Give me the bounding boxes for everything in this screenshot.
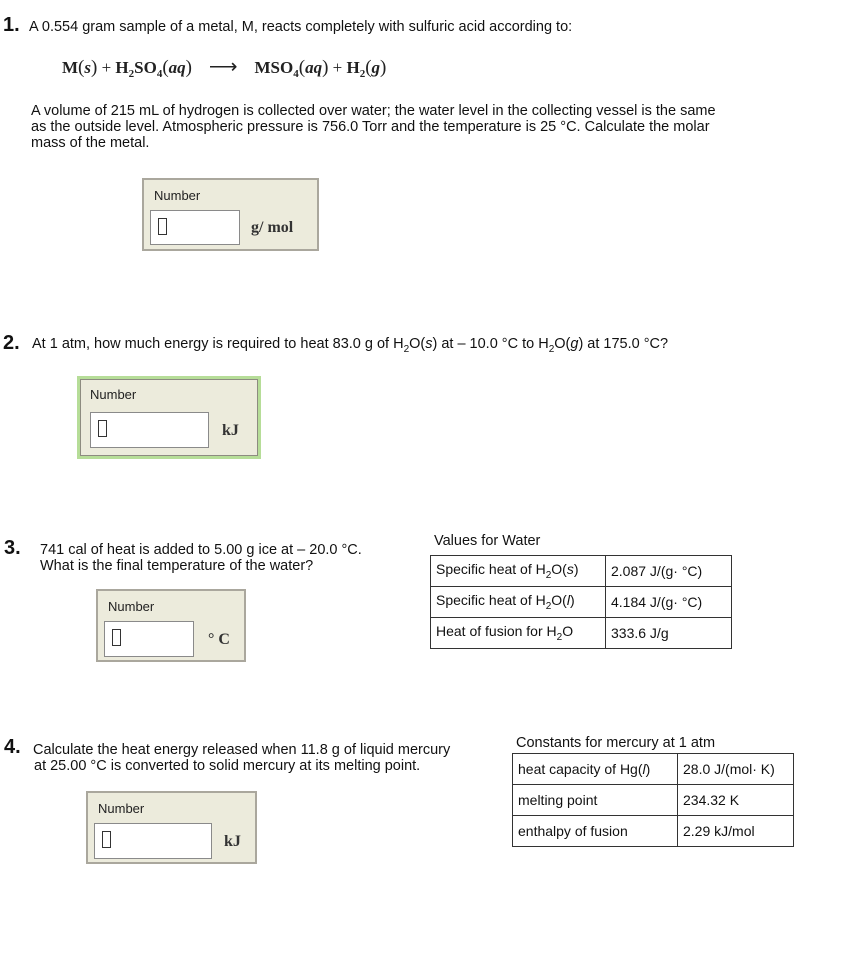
chemical-equation: $M(s) + H_2SO_4(aq)$ ⟶ $MSO_4(aq) + H_2(g)$ xyxy=(62,56,387,80)
reaction-arrow: ⟶ xyxy=(208,56,238,78)
table-cell-value: 2.087 J/(g· °C) xyxy=(606,556,732,587)
table-cell-label: heat capacity of Hg(l) xyxy=(513,754,678,785)
table-cell-label: enthalpy of fusion xyxy=(513,816,678,847)
q1-unit: g/ mol xyxy=(251,219,294,236)
table-row xyxy=(431,556,732,587)
table-cell-value: 4.184 J/(g· °C) xyxy=(606,587,732,618)
water-table-caption: Values for Water xyxy=(434,533,541,549)
question-2-number: 2. xyxy=(3,332,20,354)
q2-unit: kJ xyxy=(222,422,239,439)
text-cursor-icon xyxy=(102,831,111,848)
water-values-table xyxy=(430,555,732,649)
text-cursor-icon xyxy=(158,218,167,235)
q1-answer-box xyxy=(142,178,319,251)
table-cell-value: 2.29 kJ/mol xyxy=(678,816,794,847)
q3-answer-box xyxy=(96,589,246,662)
q3-number-label: Number xyxy=(108,599,155,614)
q1-answer-input[interactable] xyxy=(150,210,240,245)
q3-answer-input[interactable] xyxy=(104,621,194,657)
table-cell-label: Specific heat of $H_2O(s)$ xyxy=(431,556,606,587)
table-cell-label: Specific heat of $H_2O(l)$ xyxy=(431,587,606,618)
question-3-text: 741 cal of heat is added to 5.00 g ice at – 20.0 °C. What is the final temperature of the water? xyxy=(40,542,362,574)
table-cell-value: 234.32 K xyxy=(678,785,794,816)
table-row xyxy=(431,587,732,618)
q2-answer-box xyxy=(77,376,261,459)
q3-unit: ° C xyxy=(208,631,230,648)
q2-number-label: Number xyxy=(90,387,137,402)
q4-answer-box xyxy=(86,791,257,864)
table-cell-label: Heat of fusion for $H_2O$ xyxy=(431,618,606,649)
table-cell-label: melting point xyxy=(513,785,678,816)
q2-answer-input[interactable] xyxy=(90,412,209,448)
question-1-intro: A 0.554 gram sample of a metal, M, reacts completely with sulfuric acid according to: xyxy=(29,19,573,35)
table-cell-value: 333.6 J/g xyxy=(606,618,732,649)
table-row xyxy=(513,785,794,816)
mercury-constants-table xyxy=(512,753,794,847)
question-1-body: A volume of 215 mL of hydrogen is collected over water; the water level in the collecting vessel is the same as the outside level. Atmospheric pressure is 756.0 Torr and the temperature is 25 °C. Calculate the molar mass of the metal. xyxy=(31,103,716,151)
question-1-number: 1. xyxy=(3,14,20,36)
question-2-text: At 1 atm, how much energy is required to heat 83.0 g of $H_2O(s)$ at – 10.0 °C to $H_2O(g)$ at 175.0 °C? xyxy=(32,336,669,355)
table-row xyxy=(431,618,732,649)
question-4-number: 4. xyxy=(4,736,21,758)
question-3-number: 3. xyxy=(4,537,21,559)
text-cursor-icon xyxy=(112,629,121,646)
q4-unit: kJ xyxy=(224,833,241,850)
text-cursor-icon xyxy=(98,420,107,437)
q4-number-label: Number xyxy=(98,801,145,816)
table-cell-value: 28.0 J/(mol· K) xyxy=(678,754,794,785)
mercury-table-caption: Constants for mercury at 1 atm xyxy=(516,735,716,751)
question-4-text: Calculate the heat energy released when 11.8 g of liquid mercury at 25.00 °C is converted to solid mercury at its melting point. xyxy=(33,742,451,774)
q1-number-label: Number xyxy=(154,188,201,203)
table-row xyxy=(513,816,794,847)
table-row xyxy=(513,754,794,785)
q4-answer-input[interactable] xyxy=(94,823,212,859)
